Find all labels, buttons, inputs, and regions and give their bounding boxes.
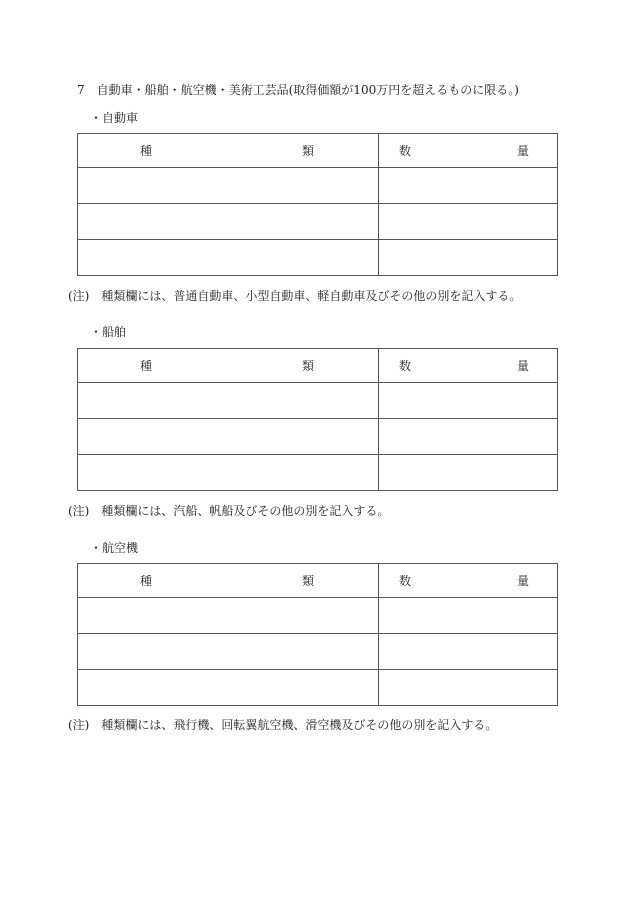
table-row — [78, 204, 558, 240]
quantity-header-spread — [379, 142, 557, 159]
quantity-cell — [379, 455, 558, 491]
quantity-header-char-right: 量 — [516, 359, 529, 373]
quantity-cell — [379, 634, 558, 670]
type-cell — [78, 168, 379, 204]
table-row — [78, 168, 558, 204]
table-header-row — [78, 349, 558, 383]
quantity-header-char-left: 数 — [399, 359, 412, 373]
quantity-header-spread — [379, 357, 557, 374]
document-heading: 7 自動車・船舶・航空機・美術工芸品(取得価額が100万円を超えるものに限る。) — [77, 83, 519, 97]
type-header-char-right: 類 — [301, 359, 314, 373]
quantity-column-header — [379, 134, 558, 168]
quantity-header-spread — [379, 572, 557, 589]
type-header-char-right: 類 — [301, 144, 314, 158]
quantity-cell — [379, 670, 558, 706]
aircraft-table — [77, 563, 558, 706]
type-cell — [78, 455, 379, 491]
ship-note: (注) 種類欄には、汽船、帆船及びその他の別を記入する。 — [68, 504, 390, 518]
subsection-label-ship: ・船舶 — [90, 325, 127, 339]
table-row — [78, 455, 558, 491]
ship-table — [77, 348, 558, 491]
quantity-cell — [379, 168, 558, 204]
type-cell — [78, 419, 379, 455]
type-header-char-left: 種 — [140, 359, 153, 373]
type-cell — [78, 204, 379, 240]
table-row — [78, 598, 558, 634]
type-header-char-right: 類 — [301, 574, 314, 588]
type-cell — [78, 598, 379, 634]
aircraft-note: (注) 種類欄には、飛行機、回転翼航空機、滑空機及びその他の別を記入する。 — [68, 718, 498, 732]
type-cell — [78, 670, 379, 706]
automobile-note: (注) 種類欄には、普通自動車、小型自動車、軽自動車及びその他の別を記入する。 — [68, 289, 522, 303]
table-header-row — [78, 134, 558, 168]
table-row — [78, 240, 558, 276]
type-column-header — [78, 134, 379, 168]
type-column-header — [78, 349, 379, 383]
quantity-cell — [379, 419, 558, 455]
type-cell — [78, 634, 379, 670]
type-column-header — [78, 564, 379, 598]
quantity-cell — [379, 383, 558, 419]
type-header-char-left: 種 — [140, 144, 153, 158]
type-cell — [78, 240, 379, 276]
table-row — [78, 670, 558, 706]
quantity-cell — [379, 598, 558, 634]
quantity-column-header — [379, 564, 558, 598]
quantity-cell — [379, 240, 558, 276]
table-header-row — [78, 564, 558, 598]
type-header-char-left: 種 — [140, 574, 153, 588]
table-row — [78, 419, 558, 455]
quantity-header-char-right: 量 — [516, 144, 529, 158]
type-header-spread — [78, 142, 378, 159]
type-header-spread — [78, 572, 378, 589]
quantity-header-char-left: 数 — [399, 144, 412, 158]
subsection-label-automobile: ・自動車 — [90, 111, 139, 125]
table-row — [78, 383, 558, 419]
quantity-header-char-right: 量 — [516, 574, 529, 588]
quantity-header-char-left: 数 — [399, 574, 412, 588]
type-header-spread — [78, 357, 378, 374]
table-row — [78, 634, 558, 670]
type-cell — [78, 383, 379, 419]
subsection-label-aircraft: ・航空機 — [90, 541, 139, 555]
quantity-cell — [379, 204, 558, 240]
quantity-column-header — [379, 349, 558, 383]
automobile-table — [77, 133, 558, 276]
